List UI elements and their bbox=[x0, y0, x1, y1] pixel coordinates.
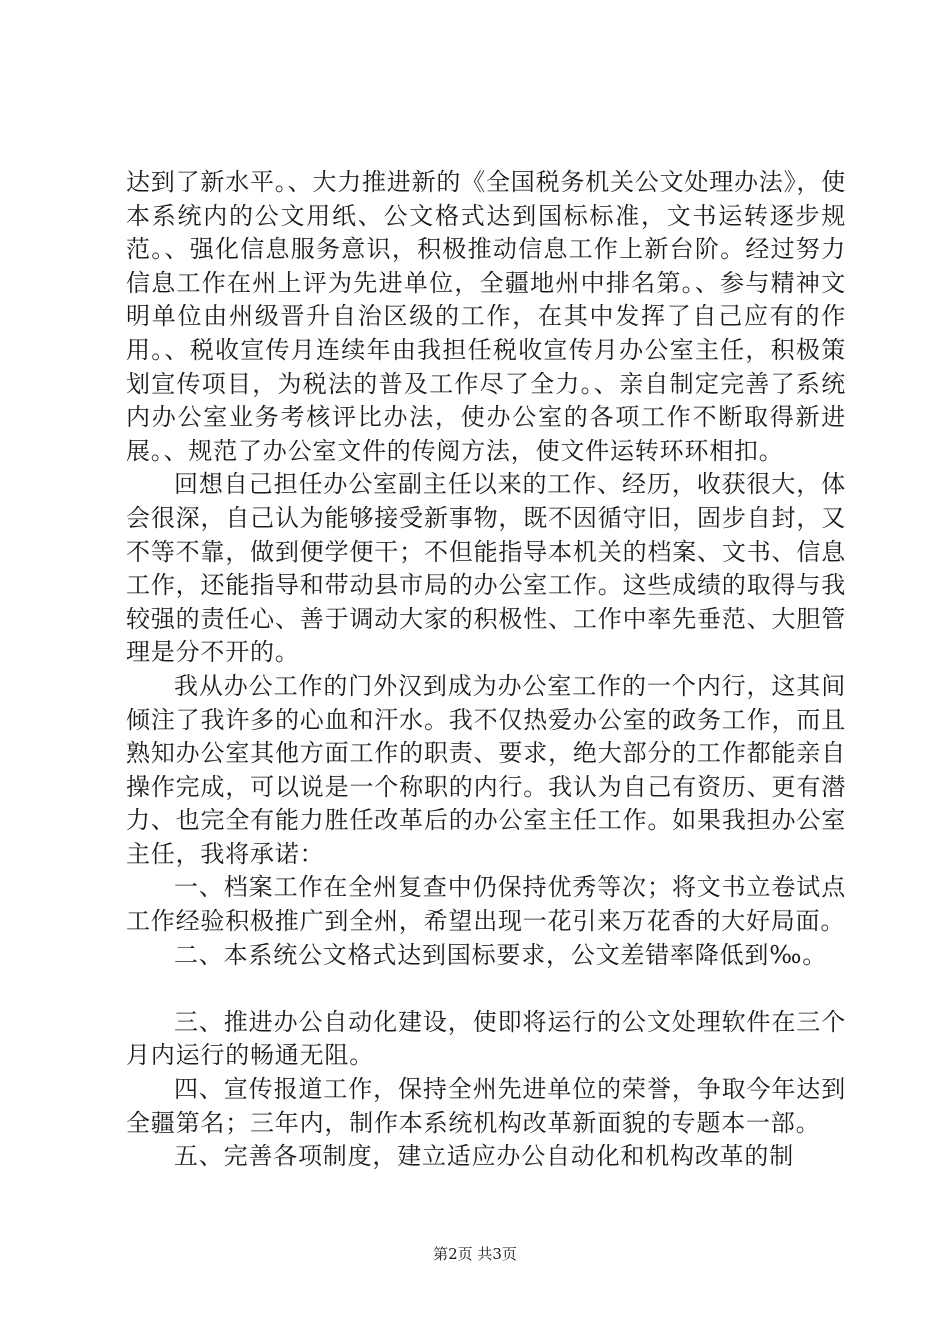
commitment-item-1: 一、档案工作在全州复查中仍保持优秀等次；将文书立卷试点工作经验积极推广到全州，希望出现一花引来万花香的大好局面。 bbox=[126, 873, 846, 936]
paragraph-experience: 我从办公工作的门外汉到成为办公室工作的一个内行，这其间倾注了我许多的心血和汗水。我不仅热爱办公室的政务工作，而且熟知办公室其他方面工作的职责、要求，绝大部分的工作都能亲自操作完成，可以说是一个称职的内行。我认为自己有资历、更有潜力、也完全有能力胜任改革后的办公室主任工作。如果我担办公室主任，我将承诺： bbox=[126, 671, 846, 868]
paragraph-reflection: 回想自己担任办公室副主任以来的工作、经历，收获很大，体会很深，自己认为能够接受新事物，既不因循守旧，固步自封，又不等不靠，做到便学便干；不但能指导本机关的档案、文书、信息工作，还能指导和带动县市局的办公室工作。这些成绩的取得与我较强的责任心、善于调动大家的积极性、工作中率先垂范、大胆管理是分不开的。 bbox=[126, 470, 846, 667]
commitment-item-4: 四、宣传报道工作，保持全州先进单位的荣誉，争取今年达到全疆第名；三年内，制作本系统机构改革新面貌的专题本一部。 bbox=[126, 1075, 846, 1137]
commitment-item-5: 五、完善各项制度，建立适应办公自动化和机构改革的制 bbox=[174, 1142, 794, 1171]
page-number-footer: 第2页 共3页 bbox=[433, 1245, 517, 1263]
document-body bbox=[126, 166, 846, 1174]
commitment-item-3: 三、推进办公自动化建设，使即将运行的公文处理软件在三个月内运行的畅通无阻。 bbox=[126, 1007, 846, 1070]
blank-line bbox=[126, 972, 846, 1006]
paragraph-continuation: 达到了新水平。、大力推进新的《全国税务机关公文处理办法》，使本系统内的公文用纸、公文格式达到国标标准，文书运转逐步规范。、强化信息服务意识，积极推动信息工作上新台阶。经过努力信息工作在州上评为先进单位，全疆地州中排名第。、参与精神文明单位由州级晋升自治区级的工作，在其中发挥了自己应有的作用。、税收宣传月连续年由我担任税收宣传月办公室主任，积极策划宣传项目，为税法的普及工作尽了全力。、亲自制定完善了系统内办公室业务考核评比办法，使办公室的各项工作不断取得新进展。、规范了办公室文件的传阅方法，使文件运转环环相扣。 bbox=[126, 168, 846, 465]
commitment-item-2: 二、本系统公文格式达到国标要求，公文差错率降低到‰。 bbox=[174, 940, 828, 969]
